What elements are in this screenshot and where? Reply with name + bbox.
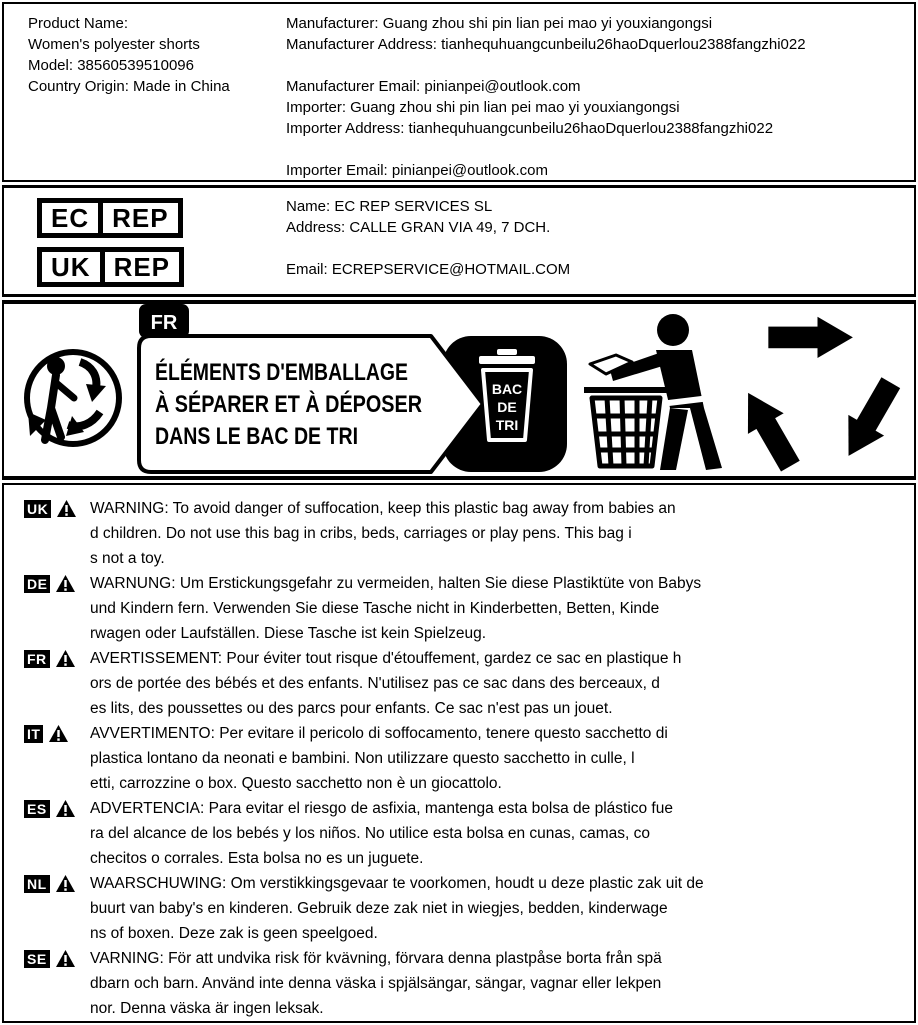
- warning-line: ns of boxen. Deze zak is geen speelgoed.: [90, 925, 378, 942]
- product-name-label: Product Name:: [28, 15, 129, 32]
- warning-line: s not a toy.: [90, 550, 165, 567]
- rep-logos-column: [28, 196, 286, 294]
- bin-label-2: DE: [497, 399, 517, 415]
- warning-row-uk: [24, 496, 904, 571]
- importer-email-line: Importer Email: pinianpei@outlook.com: [286, 162, 549, 179]
- warning-row-fr: [24, 646, 904, 721]
- ec-rep-left-label: EC: [51, 203, 90, 233]
- warning-line: plastica lontano da neonati e bambini. Non utilizzare questo sacchetto in culle, l: [90, 750, 635, 767]
- warning-row-se: [24, 946, 904, 1021]
- product-info-column: [28, 13, 286, 180]
- rep-email-line: Email: ECREPSERVICE@HOTMAIL.COM: [286, 261, 571, 278]
- warning-line: d children. Do not use this bag in cribs, beds, carriages or play pens. This bag i: [90, 525, 632, 542]
- warning-line: WARNING: To avoid danger of suffocation, keep this plastic bag away from babies an: [90, 500, 676, 517]
- bin-label-3: TRI: [495, 417, 519, 433]
- warning-triangle-icon: [48, 724, 69, 743]
- warning-line: ADVERTENCIA: Para evitar el riesgo de asfixia, mantenga esta bolsa de plástico fue: [90, 800, 673, 817]
- warning-line: ors de portée des bébés et des enfants. N'utilisez pas ce sac dans des berceaux, d: [90, 675, 660, 692]
- warning-triangle-icon: [55, 799, 76, 818]
- banner-line-1: ÉLÉMENTS D'EMBALLAGE: [155, 359, 468, 386]
- country-origin-line: Country Origin: Made in China: [28, 78, 230, 95]
- importer-address-line: Importer Address: tianhequhuangcunbeilu26haoDquerlou2388fangzhi022: [286, 120, 774, 137]
- uk-rep-left-label: UK: [51, 252, 91, 282]
- spacer-line: [286, 139, 914, 160]
- warning-line: dbarn och barn. Använd inte denna väska i spjälsängar, sängar, vagnar eller lekpen: [90, 975, 662, 992]
- warning-triangle-icon: [56, 499, 77, 518]
- warning-line: WAARSCHUWING: Om verstikkingsgevaar te voorkomen, houdt u deze plastic zak uit de: [90, 875, 704, 892]
- language-badge-se: SE: [24, 950, 50, 968]
- warning-line: VARNING: För att undvika risk för kvävning, förvara denna plastpåse borta från spä: [90, 950, 662, 967]
- ec-rep-logo: [37, 198, 183, 238]
- language-badge-fr: FR: [24, 650, 50, 668]
- tidy-man-icon: [576, 308, 726, 473]
- warning-line: es lits, des poussettes ou des parcs pour enfants. Ce sac n'est pas un jouet.: [90, 700, 613, 717]
- uk-rep-logo: [37, 247, 184, 287]
- ec-rep-right-label: REP: [98, 203, 177, 233]
- triman-icon: [20, 314, 126, 466]
- importer-line: Importer: Guang zhou shi pin lian pei mao yi youxiangongsi: [286, 99, 680, 116]
- language-badge-de: DE: [24, 575, 50, 593]
- manufacturer-address-line: Manufacturer Address: tianhequhuangcunbeilu26haoDquerlou2388fangzhi022: [286, 36, 806, 53]
- language-badge-es: ES: [24, 800, 50, 818]
- warning-triangle-icon: [55, 874, 76, 893]
- warning-line: ra del alcance de los bebés y los niños. No utilice esta bolsa en cunas, camas, co: [90, 825, 651, 842]
- language-badge-nl: NL: [24, 875, 50, 893]
- fr-tab-label: FR: [150, 312, 178, 334]
- model-line: Model: 38560539510096: [28, 57, 194, 74]
- manufacturer-email-line: Manufacturer Email: pinianpei@outlook.com: [286, 78, 581, 95]
- warning-line: buurt van baby's en kinderen. Gebruik deze zak niet in wiegjes, bedden, kinderwage: [90, 900, 668, 917]
- warning-line: WARNUNG: Um Erstickungsgefahr zu vermeiden, halten Sie diese Plastiktüte von Babys: [90, 575, 702, 592]
- product-info-section: [2, 2, 916, 182]
- warning-line: AVVERTIMENTO: Per evitare il pericolo di soffocamento, tenere questo sacchetto di: [90, 725, 668, 742]
- manufacturer-info-column: [286, 13, 914, 180]
- warnings-section: [2, 483, 916, 1023]
- warning-line: AVERTISSEMENT: Pour éviter tout risque d'étouffement, gardez ce sac en plastique h: [90, 650, 682, 667]
- sorting-banner: [131, 304, 571, 476]
- product-name-value: Women's polyester shorts: [28, 36, 200, 53]
- warning-row-de: [24, 571, 904, 646]
- recycling-section: [2, 300, 916, 480]
- warning-row-es: [24, 796, 904, 871]
- spacer-line: [286, 55, 914, 76]
- warning-line: nor. Denna väska är ingen leksak.: [90, 1000, 324, 1017]
- language-badge-it: IT: [24, 725, 43, 743]
- warning-row-it: [24, 721, 904, 796]
- warning-line: und Kindern fern. Verwenden Sie diese Tasche nicht in Kinderbetten, Betten, Kinde: [90, 600, 660, 617]
- rep-section: [2, 185, 916, 297]
- warning-triangle-icon: [55, 574, 76, 593]
- rep-address-line: Address: CALLE GRAN VIA 49, 7 DCH.: [286, 219, 551, 236]
- warning-triangle-icon: [55, 649, 76, 668]
- warning-row-nl: [24, 871, 904, 946]
- manufacturer-line: Manufacturer: Guang zhou shi pin lian pei mao yi youxiangongsi: [286, 15, 713, 32]
- warning-line: etti, carrozzine o box. Questo sacchetto non è un giocattolo.: [90, 775, 502, 792]
- warning-line: rwagen oder Laufställen. Diese Tasche ist kein Spielzeug.: [90, 625, 487, 642]
- warning-triangle-icon: [55, 949, 76, 968]
- language-badge-uk: UK: [24, 500, 51, 518]
- bin-label-1: BAC: [491, 381, 523, 397]
- rep-name-line: Name: EC REP SERVICES SL: [286, 198, 493, 215]
- recycling-mobius-icon: [731, 308, 903, 472]
- banner-line-3: DANS LE BAC DE TRI: [155, 423, 358, 450]
- rep-details-column: [286, 196, 914, 294]
- banner-line-2: À SÉPARER ET À DÉPOSER: [155, 391, 479, 418]
- spacer-line: [286, 238, 914, 259]
- uk-rep-right-label: REP: [100, 252, 179, 282]
- warning-line: checitos o corrales. Esta bolsa no es un juguete.: [90, 850, 424, 867]
